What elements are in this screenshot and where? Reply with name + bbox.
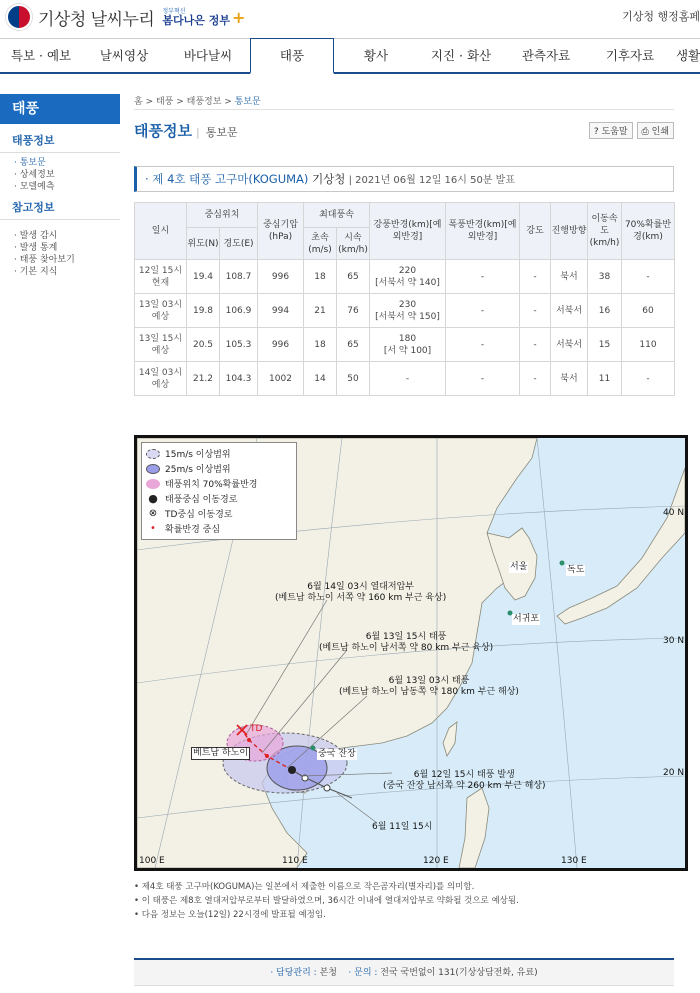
zhanjiang-marker [311,746,316,751]
site-logo[interactable] [6,4,245,30]
city-seoul: 서울 [510,562,528,572]
crumb-info[interactable]: 태풍정보 [186,97,222,107]
government-emblem-icon [6,4,32,30]
cell-direction: 북서 [551,260,588,294]
cell-storm: - [446,294,520,328]
cell-storm: - [446,260,520,294]
crumb-home[interactable]: 홈 [134,97,143,107]
label-13d15h [319,632,493,654]
gnb-life[interactable]: 생활 [676,48,700,63]
gnb-yellowdust[interactable]: 황사 [363,48,389,63]
sidebar-item-search[interactable]: · 태풍 찾아보기 [0,254,120,266]
title-divider: | [195,126,200,139]
city-hanoi: 베트남 하노이 [193,748,249,758]
city-seogwipo: 서귀포 [513,614,540,624]
sidebar-item-watch[interactable]: · 발생 감시 [0,230,120,242]
cell-strong [370,328,446,362]
note-item: • 이 태풍은 제8호 열대저압부로부터 발달하였으며, 36시간 이내에 열대저압부로 약화될 것으로 예상됨. [134,894,694,908]
legend-label: 태풍위치 70%확률반경 [165,480,258,490]
cell-speed: 15 [588,328,622,362]
lat-40: 40 N [663,508,685,518]
th-lat: 위도(N) [187,228,220,260]
track-point [324,785,330,791]
dokdo-marker [560,561,565,566]
cell-lat: 21.2 [187,362,220,396]
label-14d03h [275,582,446,604]
main-content [134,94,674,396]
typhoon-table [134,202,675,396]
label-line: 6월 13일 15시 태풍 [365,632,447,642]
contact-manager-value: 본청 [316,968,337,978]
cell-lon: 104.3 [220,362,258,396]
th-intensity: 강도 [520,203,551,260]
cell-intensity: - [520,294,551,328]
label-line: 6월 11일 15시 [372,822,433,832]
strong-value: - [405,373,410,384]
crumb-sep: > [221,97,235,107]
legend-item [146,476,292,491]
cell-lon: 108.7 [220,260,258,294]
print-button[interactable] [637,122,674,139]
table-row [135,294,675,328]
prob-range-icon [146,479,160,489]
city-dokdo: 독도 [567,565,585,575]
cell-prob: 110 [622,328,675,362]
gnb-video[interactable]: 날씨영상 [99,48,149,63]
label-11d15h [372,822,432,833]
gnb-earthquake[interactable]: 지진 · 화산 [430,48,492,63]
td-label: TD [250,724,263,734]
label-line: (중국 잔장 남서쪽 약 260 km 부근 해상) [383,781,546,791]
city-zhanjiang: 중국 잔장 [318,749,356,759]
cell-prob: - [622,362,675,396]
label-12d15h [383,770,546,792]
cell-pressure: 1002 [258,362,304,396]
philippines-shape [459,788,489,868]
th-date: 일시 [135,203,187,260]
page-header [134,120,674,146]
table-row [135,362,675,396]
gnb-forecast[interactable]: 특보 · 예보 [10,48,72,63]
print-label: 인쇄 [651,127,669,137]
crumb-typhoon[interactable]: 태풍 [155,97,174,107]
cell-storm: - [446,328,520,362]
prob-center-icon: • [150,522,156,534]
label-line: (베트남 하노이 서쪽 약 160 km 부근 육상) [275,593,447,603]
bulletin-header [134,166,674,192]
cell-ms: 18 [304,328,337,362]
bulletin-title: · 제 4호 태풍 고구마(KOGUMA) [145,172,309,186]
cell-intensity: - [520,362,551,396]
print-icon: ⎙ [641,127,652,137]
th-prob: 70%확률반경(km) [622,203,675,260]
gnb-observation[interactable]: 관측자료 [521,48,571,63]
cell-strong [370,294,446,328]
lon-100: 100 E [139,856,165,866]
typhoon-track-map[interactable] [134,435,688,871]
th-center: 중심위치 [187,203,258,228]
note-item: • 다음 정보는 오늘(12일) 22시경에 발표될 예정임. [134,908,694,922]
bulletin-notes [134,880,694,922]
contact-inquiry-key: · 문의 : [348,968,378,978]
range-15-icon [146,449,160,459]
th-ms: 초속(m/s) [304,228,337,260]
cell-intensity: - [520,260,551,294]
help-button[interactable] [589,122,633,139]
gnb-marine[interactable]: 바다날씨 [183,48,233,63]
sidebar-title: 태풍 [0,94,120,124]
label-13d03h [339,676,519,698]
plus-icon: + [231,7,246,27]
strong-exception: [서북서 약 150] [375,311,440,322]
cell-lon: 105.3 [220,328,258,362]
cell-speed: 16 [588,294,622,328]
label-line: 6월 13일 03시 태풍 [388,676,470,686]
cell-date: 13일 15시 예상 [135,328,187,362]
cell-date: 12일 15시 현재 [135,260,187,294]
label-line: 6월 12일 15시 태풍 발생 [413,770,515,780]
lon-130: 130 E [561,856,587,866]
lon-110: 110 E [282,856,308,866]
page-subtitle: 통보문 [205,126,238,139]
current-center-marker [288,766,296,774]
legend-label: 태풍중심 이동경로 [165,495,238,505]
cell-speed: 11 [588,362,622,396]
cell-kmh: 65 [337,260,370,294]
contact-inquiry-value: 전국 국번없이 131(기상상담전화, 유료) [377,968,538,978]
sidebar-section-info[interactable]: 태풍정보 [0,132,120,153]
table-row [135,260,675,294]
table-row [135,328,675,362]
sidebar-item-model[interactable]: · 모델예측 [0,181,120,193]
legend-item [146,521,292,536]
sidebar-section-reference[interactable]: 참고정보 [0,199,120,220]
cell-kmh: 76 [337,294,370,328]
cell-ms: 21 [304,294,337,328]
cell-storm: - [446,362,520,396]
th-lon: 경도(E) [220,228,258,260]
cell-direction: 서북서 [551,328,588,362]
prob-center-point [247,738,251,742]
sidebar-item-stats[interactable]: · 발생 통계 [0,242,120,254]
crumb-current: 통보문 [234,97,261,107]
cell-date: 13일 03시 예상 [135,294,187,328]
th-storm: 폭풍반경(km)[예외반경] [446,203,520,260]
sidebar-item-bulletin[interactable]: · 통보문 [0,157,120,169]
taiwan-shape [443,722,457,756]
legend-label: 확률반경 중심 [165,525,221,535]
slogan-small: 정부혁신 [162,7,186,15]
cell-ms: 14 [304,362,337,396]
cell-ms: 18 [304,260,337,294]
crumb-sep: > [173,97,187,107]
th-pressure: 중심기압(hPa) [258,203,304,260]
lon-120: 120 E [423,856,449,866]
cell-direction: 서북서 [551,294,588,328]
cell-prob: 60 [622,294,675,328]
cell-lon: 106.9 [220,294,258,328]
th-kmh: 시속(km/h) [337,228,370,260]
cell-strong [370,260,446,294]
cell-lat: 19.4 [187,260,220,294]
th-speed: 이동속도(km/h) [588,203,622,260]
label-line: (베트남 하노이 남동쪽 약 180 km 부근 해상) [339,687,519,697]
contact-manager-key: · 담당관리 : [270,968,317,978]
note-item: • 제4호 태풍 고구마(KOGUMA)는 일본에서 제출한 이름으로 작은곰자리(별자리)를 의미함. [134,880,694,894]
bulletin-time: | 2021년 06월 12일 16시 50분 발표 [345,175,515,186]
contact-bar [134,958,674,986]
breadcrumb [134,94,674,110]
cell-speed: 38 [588,260,622,294]
slogan-main: 봄다나은 정부 [162,13,230,27]
strong-exception: [서북서 약 140] [375,277,440,288]
legend-item [146,446,292,461]
japan-islands-shape [557,468,685,624]
cell-date: 14일 03시 예상 [135,362,187,396]
cell-pressure: 996 [258,260,304,294]
cell-kmh: 65 [337,328,370,362]
legend-label: TD중심 이동경로 [165,510,233,520]
label-line: 6월 14일 03시 열대저압부 [307,582,414,592]
lat-20: 20 N [663,768,685,778]
sidebar-item-basics[interactable]: · 기본 지식 [0,266,120,278]
lat-30: 30 N [663,636,685,646]
label-line: (베트남 하노이 남서쪽 약 80 km 부근 육상) [319,643,494,653]
legend-label: 25m/s 이상범위 [165,465,231,475]
strong-value: 180 [398,333,417,344]
sidebar-item-detail[interactable]: · 상세정보 [0,169,120,181]
cell-prob: - [622,260,675,294]
cell-lat: 20.5 [187,328,220,362]
strong-exception: [서 약 100] [383,345,432,356]
legend-item [146,491,292,506]
gnb-typhoon[interactable]: 태풍 [250,38,334,74]
sidebar [0,94,120,284]
strong-value: 230 [398,299,417,310]
help-label: 도움말 [601,127,628,137]
cell-pressure: 994 [258,294,304,328]
cell-kmh: 50 [337,362,370,396]
legend-item [146,461,292,476]
th-maxwind: 최대풍속 [304,203,370,228]
site-header [0,0,700,38]
typhoon-symbol-icon: ● [148,491,158,505]
th-direction: 진행방향 [551,203,588,260]
legend-label: 15m/s 이상범위 [165,450,231,460]
td-symbol-icon: ⊗ [148,507,158,519]
site-title: 기상청 날씨누리 [38,9,155,30]
cell-direction: 북서 [551,362,588,396]
page-title: 태풍정보 [134,122,192,140]
range-25-icon [146,464,160,474]
gnb-climate[interactable]: 기후자료 [605,48,655,63]
slogan [162,9,230,26]
cell-intensity: - [520,328,551,362]
agency-link[interactable]: 기상청 행정홈페 [622,10,700,23]
bulletin-agency: 기상청 [308,172,346,186]
map-legend [141,442,297,540]
cell-strong [370,362,446,396]
cell-pressure: 996 [258,328,304,362]
th-strong: 강풍반경(km)[예외반경] [370,203,446,260]
global-nav [0,38,700,74]
crumb-sep: > [142,97,156,107]
prob-center-point [265,754,269,758]
cell-lat: 19.8 [187,294,220,328]
legend-item [146,506,292,521]
strong-value: 220 [398,265,417,276]
help-icon: ? [593,127,602,137]
